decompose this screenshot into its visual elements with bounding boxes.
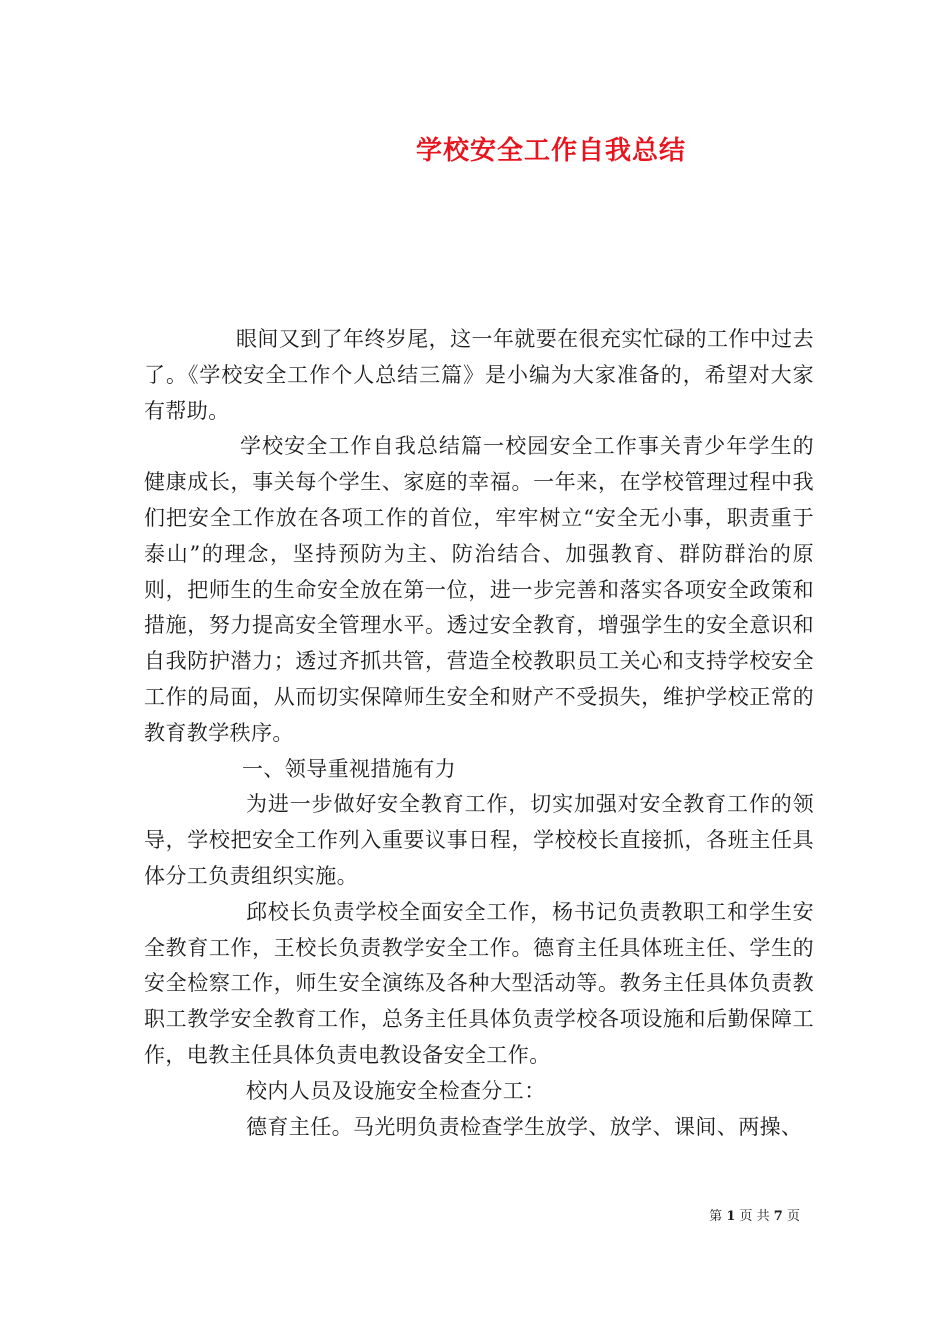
paragraph-intro: 眼间又到了年终岁尾，这一年就要在很充实忙碌的工作中过去了。《学校安全工作个人总结三篇》是小编为大家准备的，希望对大家有帮助。 — [144, 327, 814, 423]
paragraph-summary-one: 学校安全工作自我总结篇一校园安全工作事关青少年学生的健康成长，事关每个学生、家庭的幸福。一年来，在学校管理过程中我们把安全工作放在各项工作的首位，牢牢树立“安全无小事，职责重于泰山”的理念，坚持预防为主、防治结合、加强教育、群防群治的原则，把师生的生命安全放在第一位，进一步完善和落实各项安全政策和措施，努力提高安全管理水平。透过安全教育，增强学生的安全意识和自我防护潜力；透过齐抓共管，营造全校教职员工关心和支持学校安全工作的局面，从而切实保障师生安全和财产不受损失，维护学校正常的教育教学秩序。 — [144, 434, 814, 745]
footer-prefix: 第 — [709, 1209, 723, 1224]
paragraph-leadership: 为进一步做好安全教育工作，切实加强对安全教育工作的领导，学校把安全工作列入重要议事日程，学校校长直接抓，各班主任具体分工负责组织实施。 — [144, 792, 814, 888]
document-body — [144, 322, 814, 1145]
section-heading: 一、领导重视措施有力 — [242, 756, 456, 781]
footer-middle: 页 共 — [739, 1209, 770, 1224]
paragraph-inspection-division: 校内人员及设施安全检查分工： — [246, 1078, 546, 1103]
total-pages-number: 7 — [773, 1209, 783, 1224]
paragraph-responsibilities: 邱校长负责学校全面安全工作，杨书记负责教职工和学生安全教育工作，王校长负责教学安全工作。德育主任具体班主任、学生的安全检察工作，师生安全演练及各种大型活动等。教务主任具体负责教职工教学安全教育工作，总务主任具体负责学校各项设施和后勤保障工作，电教主任具体负责电教设备安全工作。 — [144, 899, 814, 1067]
page-number-footer — [709, 1205, 800, 1224]
paragraph-moral-director: 德育主任。马光明负责检查学生放学、放学、课间、两操、 — [246, 1114, 803, 1139]
document-title: 学校安全工作自我总结 — [415, 136, 686, 166]
footer-suffix: 页 — [786, 1209, 800, 1224]
current-page-number: 1 — [726, 1209, 736, 1224]
